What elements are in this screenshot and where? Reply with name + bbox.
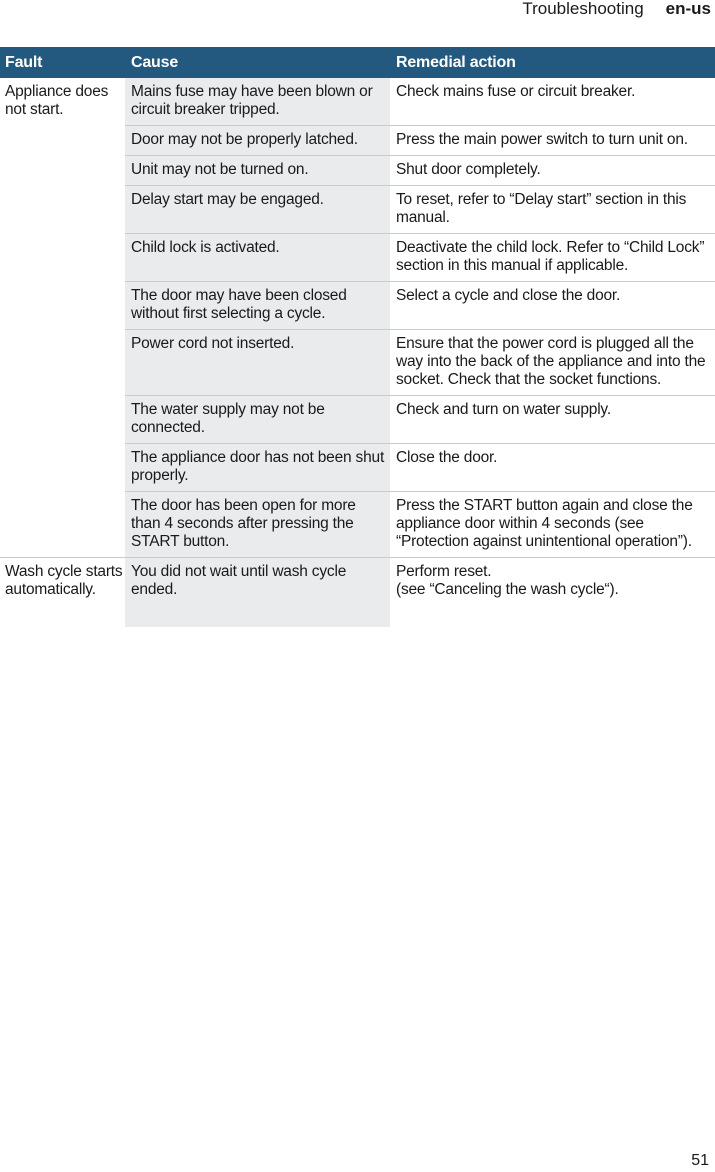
- fault-cell: Wash cycle starts automatically.: [0, 558, 125, 628]
- remedy-cell: Check and turn on water supply.: [390, 396, 715, 444]
- cause-cell: Mains fuse may have been blown or circuit breaker tripped.: [125, 78, 390, 126]
- cause-cell: Power cord not inserted.: [125, 330, 390, 396]
- section-title: Troubleshooting: [522, 0, 644, 18]
- cause-cell: The appliance door has not been shut properly.: [125, 444, 390, 492]
- remedy-cell: Shut door completely.: [390, 156, 715, 186]
- fault-cell: Appliance does not start.: [0, 78, 125, 558]
- remedy-cell: Deactivate the child lock. Refer to “Child Lock” section in this manual if applicable.: [390, 234, 715, 282]
- remedy-cell: Select a cycle and close the door.: [390, 282, 715, 330]
- cause-cell: The door has been open for more than 4 seconds after pressing the START button.: [125, 492, 390, 558]
- column-header-remedial-action: Remedial action: [390, 47, 715, 78]
- remedy-line: (see “Canceling the wash cycle“).: [396, 581, 619, 598]
- remedy-cell: Press the main power switch to turn unit on.: [390, 126, 715, 156]
- column-header-fault: Fault: [0, 47, 125, 78]
- remedy-cell: Ensure that the power cord is plugged all the way into the back of the appliance and into the socket. Check that the socket functions.: [390, 330, 715, 396]
- remedy-cell: Check mains fuse or circuit breaker.: [390, 78, 715, 126]
- cause-cell: Unit may not be turned on.: [125, 156, 390, 186]
- column-header-cause: Cause: [125, 47, 390, 78]
- remedy-line: Perform reset.: [396, 563, 492, 580]
- cause-cell: Door may not be properly latched.: [125, 126, 390, 156]
- cause-cell: Delay start may be engaged.: [125, 186, 390, 234]
- troubleshooting-table: [0, 47, 715, 627]
- remedy-cell: Press the START button again and close the appliance door within 4 seconds (see “Protection against unintentional operation”).: [390, 492, 715, 558]
- page-number: 51: [691, 1152, 709, 1169]
- remedy-cell: Close the door.: [390, 444, 715, 492]
- cause-cell: The water supply may not be connected.: [125, 396, 390, 444]
- table-row: [0, 78, 715, 126]
- page-header: [522, 0, 711, 24]
- cause-cell: The door may have been closed without first selecting a cycle.: [125, 282, 390, 330]
- cause-cell: Child lock is activated.: [125, 234, 390, 282]
- table-header-row: [0, 47, 715, 78]
- remedy-cell: [390, 558, 715, 628]
- language-code: en-us: [665, 0, 711, 18]
- cause-cell: You did not wait until wash cycle ended.: [125, 558, 390, 628]
- table-row: [0, 558, 715, 628]
- remedy-cell: To reset, refer to “Delay start” section in this manual.: [390, 186, 715, 234]
